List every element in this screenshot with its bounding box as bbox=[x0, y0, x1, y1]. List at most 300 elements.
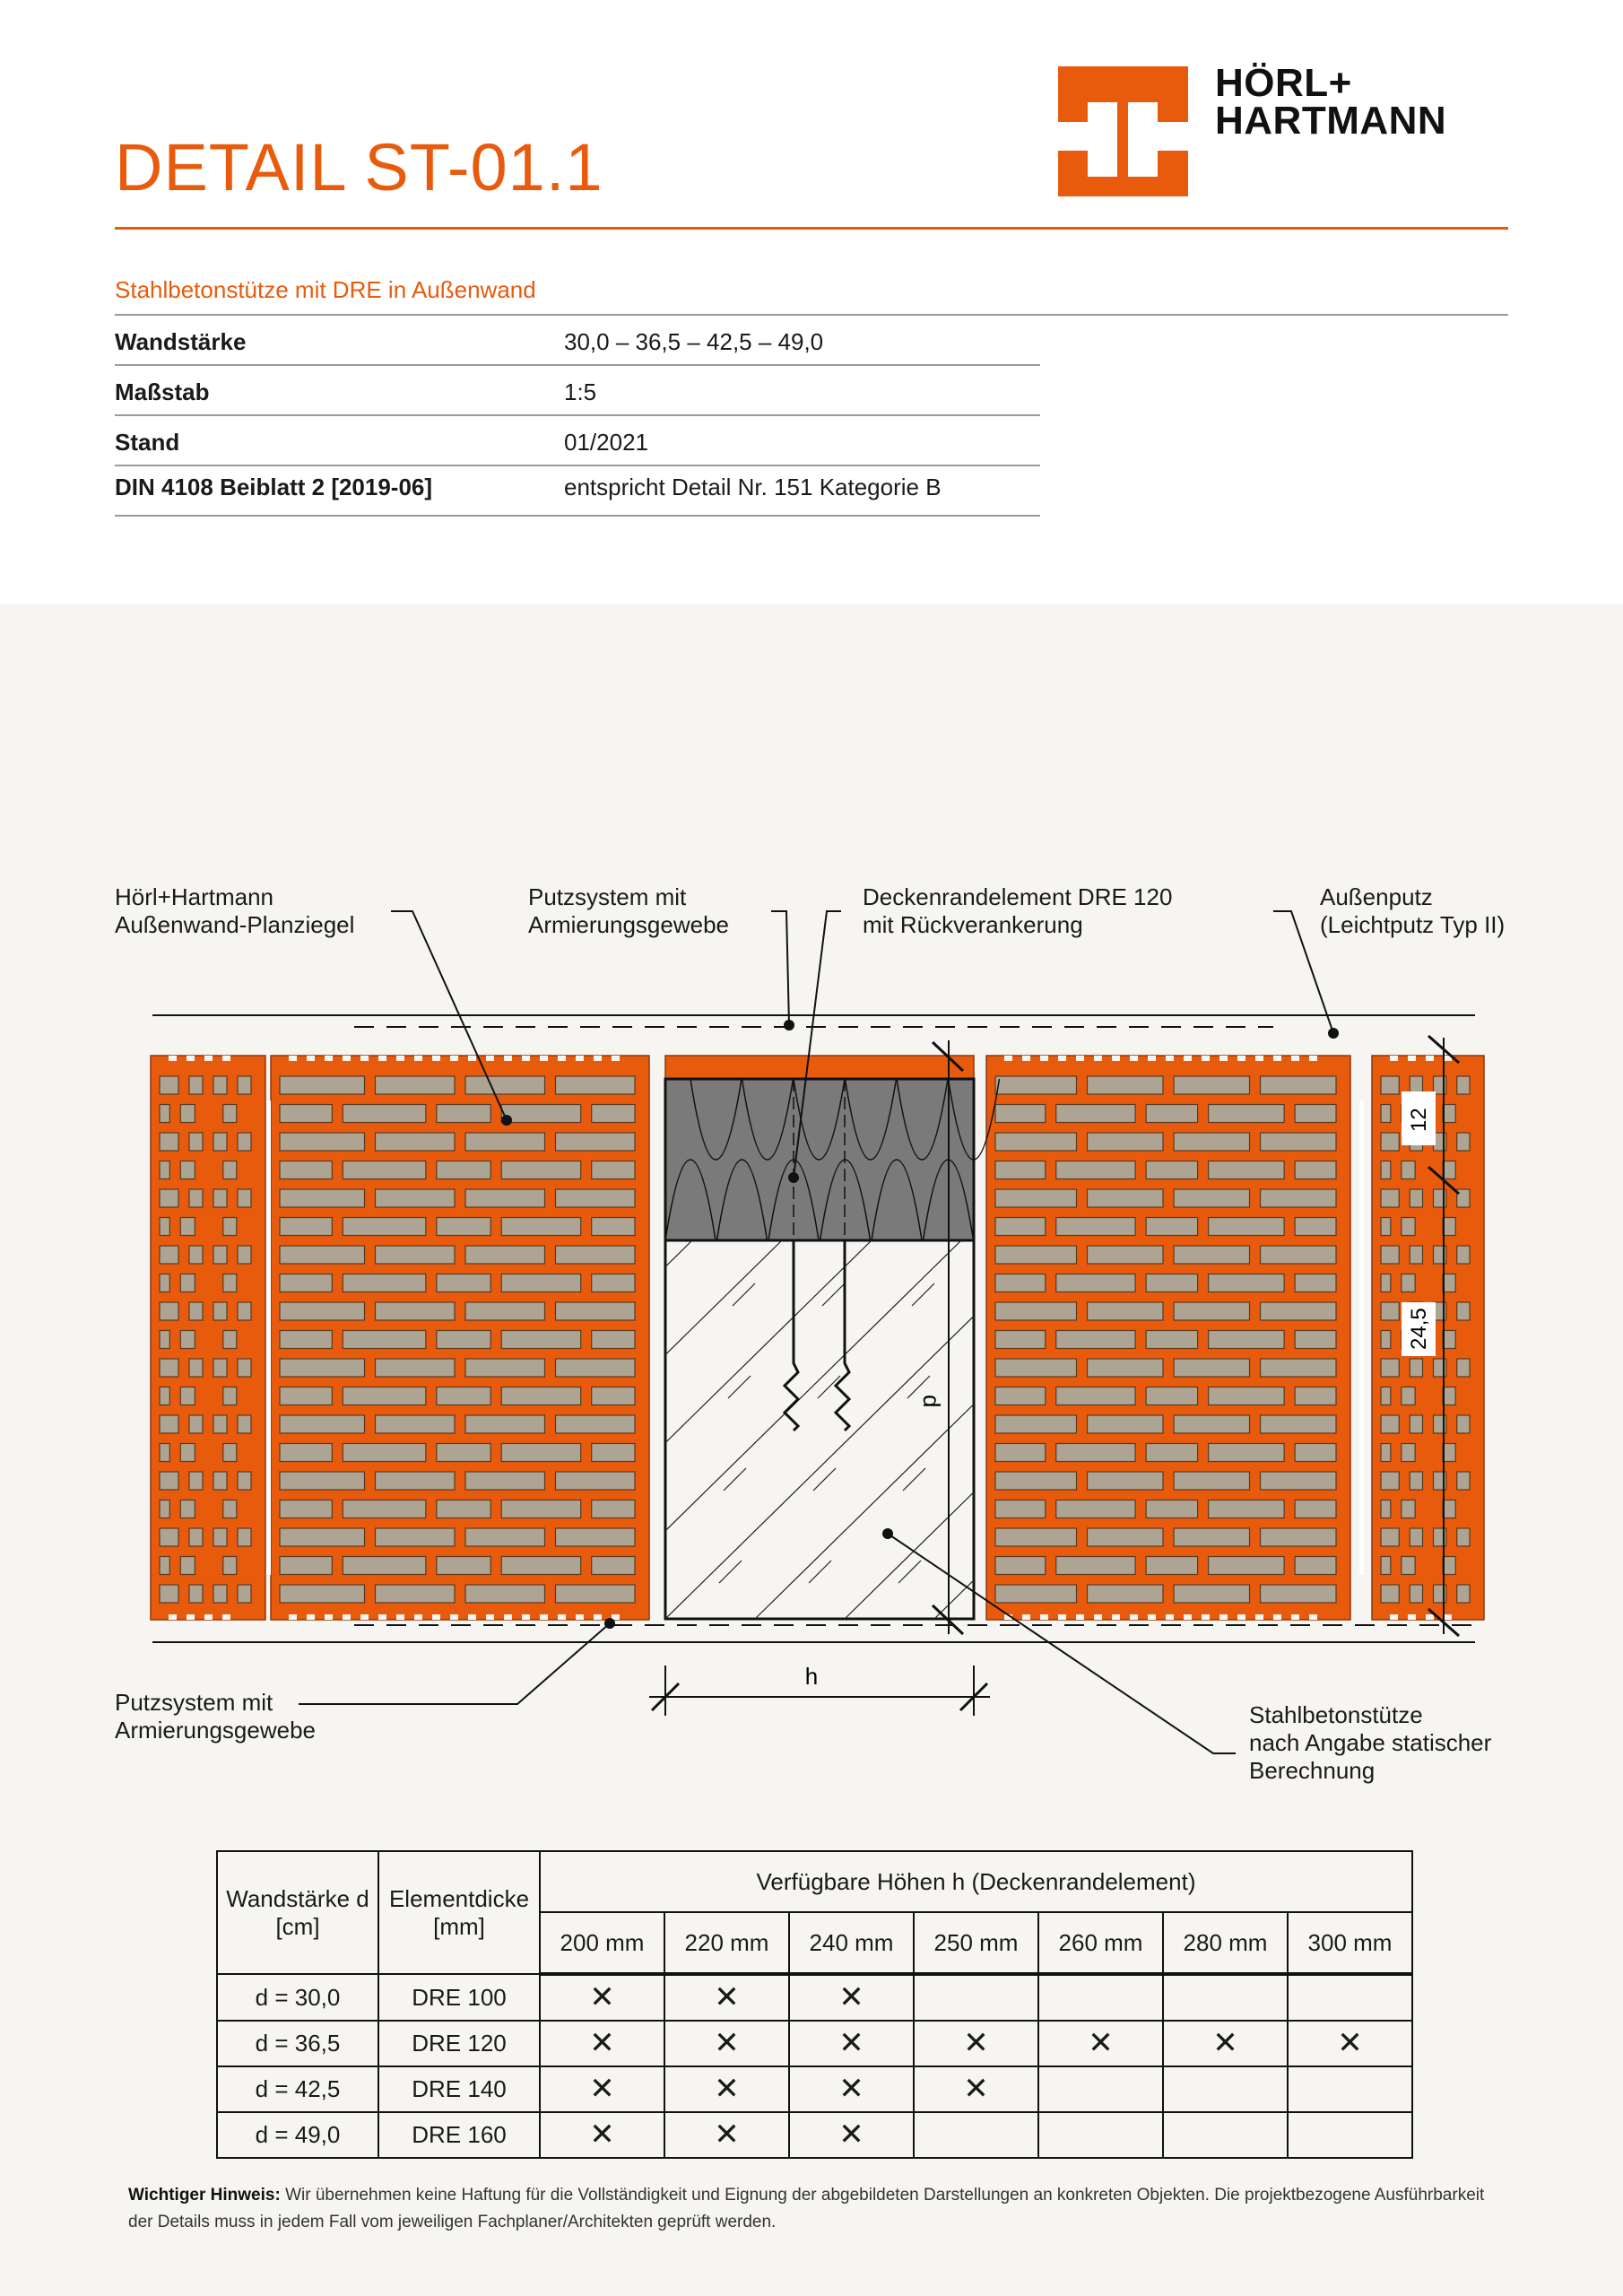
brick-tooth bbox=[1219, 1614, 1228, 1620]
brick-tooth bbox=[576, 1614, 584, 1620]
brick-void bbox=[376, 1585, 456, 1603]
brick-void bbox=[343, 1500, 426, 1518]
brick-void bbox=[1381, 1500, 1391, 1518]
brick-void bbox=[160, 1076, 178, 1094]
brick-void bbox=[556, 1472, 636, 1490]
header-height-1: 220 mm bbox=[664, 1912, 789, 1974]
brick-tooth bbox=[1255, 1614, 1263, 1620]
brand-line-2: HARTMANN bbox=[1215, 99, 1447, 143]
cell-availability bbox=[1163, 1974, 1288, 2021]
header-height-5: 280 mm bbox=[1163, 1912, 1288, 1974]
brick-void bbox=[280, 1387, 332, 1405]
brick-void bbox=[223, 1218, 237, 1236]
brick-tooth bbox=[1273, 1056, 1281, 1061]
brick-void bbox=[280, 1302, 365, 1320]
brick-void bbox=[180, 1444, 195, 1462]
cell-availability bbox=[1038, 2112, 1163, 2158]
table-body bbox=[217, 1974, 1412, 2158]
brick-void bbox=[1295, 1331, 1336, 1349]
concrete-body bbox=[665, 1240, 974, 1619]
meta-row-massstab bbox=[115, 366, 1040, 416]
brick-void bbox=[1174, 1585, 1250, 1603]
cell-availability bbox=[1288, 2112, 1412, 2158]
brick-void bbox=[995, 1133, 1077, 1151]
brick-void bbox=[437, 1274, 490, 1292]
brick-tooth bbox=[540, 1056, 548, 1061]
brick-void bbox=[376, 1528, 456, 1546]
brick-void bbox=[995, 1076, 1077, 1094]
cell-wandstaerke: d = 42,5 bbox=[217, 2066, 378, 2112]
brick-void bbox=[223, 1274, 237, 1292]
brick-void bbox=[1381, 1387, 1391, 1405]
brick-void bbox=[213, 1133, 227, 1151]
brick-void bbox=[180, 1218, 195, 1236]
brick-tooth bbox=[1444, 1614, 1452, 1620]
header-height-2: 240 mm bbox=[789, 1912, 914, 1974]
brick-tooth bbox=[432, 1056, 440, 1061]
brick-void bbox=[1443, 1557, 1455, 1575]
brick-void bbox=[1381, 1444, 1391, 1462]
brick-void bbox=[501, 1274, 581, 1292]
cell-availability bbox=[664, 2066, 789, 2112]
brick-void bbox=[160, 1105, 169, 1123]
meta-label: Maßstab bbox=[115, 378, 210, 405]
brick-void bbox=[1088, 1415, 1164, 1433]
brick-void bbox=[1088, 1302, 1164, 1320]
available-mark-icon: ✕ bbox=[589, 1980, 615, 2014]
brick-void bbox=[280, 1415, 365, 1433]
brick-tooth bbox=[360, 1614, 369, 1620]
meta-value: 1:5 bbox=[564, 378, 597, 405]
brick-void bbox=[280, 1218, 332, 1236]
brick-void bbox=[213, 1585, 227, 1603]
brick-void bbox=[501, 1387, 581, 1405]
cell-availability bbox=[1163, 2066, 1288, 2112]
cell-availability bbox=[1163, 2112, 1288, 2158]
cell-availability bbox=[1038, 2021, 1163, 2066]
meta-row-wandstaerke bbox=[115, 316, 1040, 366]
brick-void bbox=[437, 1161, 490, 1179]
cell-elementdicke: DRE 100 bbox=[378, 1974, 540, 2021]
brick-tooth bbox=[1408, 1614, 1416, 1620]
brick-tooth bbox=[378, 1614, 386, 1620]
brick-tooth bbox=[1076, 1056, 1084, 1061]
available-mark-icon: ✕ bbox=[963, 2026, 989, 2060]
brick-void bbox=[501, 1105, 581, 1123]
brick-tooth bbox=[468, 1614, 476, 1620]
brick-void bbox=[995, 1246, 1077, 1264]
brick-void bbox=[376, 1359, 456, 1377]
brick-void bbox=[1088, 1246, 1164, 1264]
brick-void bbox=[376, 1246, 456, 1264]
available-mark-icon: ✕ bbox=[1337, 2026, 1363, 2060]
brick-void bbox=[995, 1274, 1046, 1292]
brick-tooth bbox=[325, 1056, 333, 1061]
brick-void bbox=[280, 1472, 365, 1490]
brick-tooth bbox=[558, 1614, 566, 1620]
brick-void bbox=[501, 1444, 581, 1462]
table-row bbox=[217, 1974, 1412, 2021]
brick-void bbox=[160, 1500, 169, 1518]
brick-void bbox=[223, 1444, 237, 1462]
brick-tooth bbox=[396, 1614, 404, 1620]
header-verfuegbare-hoehen: Verfügbare Höhen h (Deckenrandelement) bbox=[540, 1851, 1412, 1912]
brick-void bbox=[1457, 1415, 1470, 1433]
brick-tooth bbox=[343, 1056, 351, 1061]
brick-void bbox=[1402, 1387, 1415, 1405]
label-deckenrandelement: Deckenrandelement DRE 120 mit Rückverankerung bbox=[863, 883, 1173, 938]
brick-void bbox=[280, 1359, 365, 1377]
brick-void bbox=[1295, 1105, 1336, 1123]
brick-void bbox=[1146, 1444, 1197, 1462]
brick-void bbox=[1410, 1472, 1422, 1490]
brick-void bbox=[376, 1133, 456, 1151]
brick-void bbox=[1088, 1133, 1164, 1151]
leader-dre-dot bbox=[788, 1172, 799, 1183]
brick-void bbox=[1174, 1076, 1250, 1094]
brick-void bbox=[995, 1387, 1046, 1405]
brick-void bbox=[1381, 1528, 1399, 1546]
brick-tooth bbox=[1058, 1614, 1066, 1620]
available-mark-icon: ✕ bbox=[589, 2026, 615, 2060]
brick-void bbox=[437, 1331, 490, 1349]
brick-void bbox=[1056, 1500, 1135, 1518]
leader-putz-bottom-dot bbox=[604, 1618, 615, 1629]
brick-tooth bbox=[1237, 1056, 1245, 1061]
brick-tooth bbox=[1273, 1614, 1281, 1620]
brick-void bbox=[592, 1161, 635, 1179]
brick-void bbox=[1457, 1585, 1470, 1603]
brick-void bbox=[160, 1557, 169, 1575]
brick-void bbox=[1443, 1105, 1455, 1123]
brick-void bbox=[376, 1076, 456, 1094]
brick-void bbox=[238, 1246, 251, 1264]
brick-void bbox=[213, 1189, 227, 1207]
brick-void bbox=[995, 1585, 1077, 1603]
brick-void bbox=[1261, 1076, 1337, 1094]
cell-availability bbox=[540, 2021, 664, 2066]
brick-void bbox=[1261, 1189, 1337, 1207]
brick-void bbox=[1381, 1105, 1391, 1123]
available-mark-icon: ✕ bbox=[589, 2072, 615, 2106]
brick-void bbox=[1209, 1387, 1285, 1405]
dimension-12-label: 12 bbox=[1407, 1108, 1431, 1132]
brick-void bbox=[465, 1359, 545, 1377]
brick-void bbox=[1381, 1218, 1391, 1236]
brick-void bbox=[556, 1585, 636, 1603]
brick-void bbox=[556, 1189, 636, 1207]
brick-tooth bbox=[1022, 1056, 1030, 1061]
brick-tooth bbox=[1184, 1614, 1192, 1620]
cell-availability bbox=[789, 1974, 914, 2021]
brick-wall-right-inner bbox=[986, 1056, 1350, 1620]
brick-void bbox=[280, 1585, 365, 1603]
brick-void bbox=[280, 1557, 332, 1575]
brick-void bbox=[501, 1331, 581, 1349]
brick-tooth bbox=[1094, 1614, 1102, 1620]
cell-availability bbox=[914, 2112, 1038, 2158]
header-height-3: 250 mm bbox=[914, 1912, 1038, 1974]
brick-wall-left-outer bbox=[151, 1056, 265, 1620]
brick-tooth bbox=[576, 1056, 584, 1061]
available-mark-icon: ✕ bbox=[589, 2118, 615, 2152]
brick-tooth bbox=[1390, 1614, 1398, 1620]
brick-void bbox=[160, 1585, 178, 1603]
brick-tooth bbox=[187, 1614, 195, 1620]
header-height-0: 200 mm bbox=[540, 1912, 664, 1974]
brick-void bbox=[1410, 1528, 1422, 1546]
brick-void bbox=[995, 1415, 1077, 1433]
brick-void bbox=[1146, 1105, 1197, 1123]
brick-void bbox=[1402, 1274, 1415, 1292]
brick-void bbox=[1402, 1500, 1415, 1518]
brick-void bbox=[1056, 1557, 1135, 1575]
brick-tooth bbox=[1004, 1056, 1012, 1061]
brick-void bbox=[213, 1415, 227, 1433]
brick-void bbox=[592, 1557, 635, 1575]
brick-void bbox=[465, 1415, 545, 1433]
brick-void bbox=[1295, 1557, 1336, 1575]
brick-void bbox=[1056, 1331, 1135, 1349]
brick-tooth bbox=[1202, 1056, 1210, 1061]
brick-void bbox=[280, 1528, 365, 1546]
brick-void bbox=[1381, 1076, 1399, 1094]
brick-void bbox=[1457, 1472, 1470, 1490]
brick-void bbox=[1209, 1105, 1285, 1123]
brick-void bbox=[1209, 1331, 1285, 1349]
brick-void bbox=[343, 1105, 426, 1123]
brick-tooth bbox=[1022, 1614, 1030, 1620]
brick-tooth bbox=[307, 1056, 315, 1061]
cell-elementdicke: DRE 120 bbox=[378, 2021, 540, 2066]
brick-tooth bbox=[204, 1614, 213, 1620]
brick-void bbox=[223, 1557, 237, 1575]
brick-tooth bbox=[307, 1614, 315, 1620]
brick-tooth bbox=[504, 1614, 512, 1620]
brick-void bbox=[1209, 1444, 1285, 1462]
brick-void bbox=[1402, 1161, 1415, 1179]
brick-void bbox=[160, 1274, 169, 1292]
brick-void bbox=[1146, 1500, 1197, 1518]
brick-void bbox=[995, 1331, 1046, 1349]
brick-void bbox=[556, 1246, 636, 1264]
brick-void bbox=[1381, 1302, 1399, 1320]
brick-void bbox=[1457, 1359, 1470, 1377]
cell-wandstaerke: d = 36,5 bbox=[217, 2021, 378, 2066]
brick-void bbox=[160, 1415, 178, 1433]
brick-void bbox=[1088, 1472, 1164, 1490]
brick-void bbox=[1209, 1500, 1285, 1518]
brick-void bbox=[592, 1444, 635, 1462]
meta-label: Stand bbox=[115, 429, 180, 456]
brick-tooth bbox=[343, 1614, 351, 1620]
brick-tooth bbox=[504, 1056, 512, 1061]
brick-tooth bbox=[1112, 1056, 1120, 1061]
brick-void bbox=[995, 1105, 1046, 1123]
cell-availability bbox=[789, 2021, 914, 2066]
available-mark-icon: ✕ bbox=[714, 2026, 740, 2060]
brick-void bbox=[160, 1331, 169, 1349]
brick-tooth bbox=[1130, 1056, 1138, 1061]
meta-label: DIN 4108 Beiblatt 2 [2019-06] bbox=[115, 474, 433, 500]
dimension-245-label: 24,5 bbox=[1407, 1308, 1431, 1350]
page-title: DETAIL ST-01.1 bbox=[115, 130, 603, 204]
brick-void bbox=[437, 1444, 490, 1462]
available-mark-icon: ✕ bbox=[963, 2072, 989, 2106]
brick-tooth bbox=[222, 1614, 230, 1620]
brick-void bbox=[1410, 1585, 1422, 1603]
brick-void bbox=[1146, 1274, 1197, 1292]
brick-void bbox=[1261, 1302, 1337, 1320]
brick-void bbox=[280, 1105, 332, 1123]
brick-void bbox=[280, 1189, 365, 1207]
brick-void bbox=[280, 1246, 365, 1264]
brick-void bbox=[238, 1472, 251, 1490]
leader-stuetze-dot bbox=[882, 1528, 893, 1539]
cell-availability bbox=[1288, 2066, 1412, 2112]
brick-void bbox=[1381, 1331, 1391, 1349]
available-mark-icon: ✕ bbox=[714, 2072, 740, 2106]
brick-void bbox=[556, 1359, 636, 1377]
brick-void bbox=[1146, 1557, 1197, 1575]
brick-tooth bbox=[1166, 1614, 1174, 1620]
brick-tooth bbox=[1291, 1614, 1299, 1620]
brick-void bbox=[1261, 1528, 1337, 1546]
brick-void bbox=[160, 1161, 169, 1179]
brick-tooth bbox=[540, 1614, 548, 1620]
brick-void bbox=[213, 1359, 227, 1377]
brick-void bbox=[238, 1076, 251, 1094]
brick-tooth bbox=[1309, 1614, 1317, 1620]
brick-tooth bbox=[378, 1056, 386, 1061]
brick-void bbox=[1381, 1274, 1391, 1292]
cell-availability bbox=[1163, 2021, 1288, 2066]
brick-tooth bbox=[612, 1056, 620, 1061]
brick-void bbox=[995, 1359, 1077, 1377]
brick-tooth bbox=[1040, 1614, 1048, 1620]
cell-availability bbox=[914, 2021, 1038, 2066]
brick-void bbox=[1381, 1472, 1399, 1490]
brick-void bbox=[1174, 1472, 1250, 1490]
brick-void bbox=[501, 1161, 581, 1179]
brick-tooth bbox=[1426, 1056, 1434, 1061]
brick-void bbox=[238, 1359, 251, 1377]
brick-void bbox=[213, 1076, 227, 1094]
brick-void bbox=[223, 1105, 237, 1123]
brick-tooth bbox=[289, 1614, 297, 1620]
brick-void bbox=[1056, 1105, 1135, 1123]
meta-label: Wandstärke bbox=[115, 328, 247, 355]
brand-wordmark bbox=[1215, 61, 1447, 143]
brick-tooth bbox=[169, 1614, 177, 1620]
brick-void bbox=[1402, 1557, 1415, 1575]
brick-void bbox=[995, 1472, 1077, 1490]
brick-void bbox=[1381, 1359, 1399, 1377]
leader-putz-bottom bbox=[299, 1623, 610, 1704]
brick-void bbox=[1443, 1218, 1455, 1236]
brick-void bbox=[1402, 1444, 1415, 1462]
brick-void bbox=[1088, 1528, 1164, 1546]
brick-void bbox=[189, 1246, 203, 1264]
brick-void bbox=[160, 1218, 169, 1236]
brick-void bbox=[1443, 1500, 1455, 1518]
available-mark-icon: ✕ bbox=[714, 2118, 740, 2152]
brick-void bbox=[1261, 1246, 1337, 1264]
brick-void bbox=[238, 1133, 251, 1151]
brick-void bbox=[465, 1133, 545, 1151]
brick-void bbox=[465, 1472, 545, 1490]
brick-void bbox=[343, 1218, 426, 1236]
brick-void bbox=[1174, 1302, 1250, 1320]
brick-void bbox=[189, 1359, 203, 1377]
brick-void bbox=[180, 1161, 195, 1179]
brick-void bbox=[995, 1218, 1046, 1236]
cell-availability bbox=[914, 2066, 1038, 2112]
brick-tooth bbox=[1390, 1056, 1398, 1061]
leader-putz-top bbox=[771, 911, 789, 1025]
brick-tooth bbox=[414, 1056, 422, 1061]
brick-void bbox=[343, 1274, 426, 1292]
brick-void bbox=[501, 1218, 581, 1236]
brick-void bbox=[1381, 1585, 1399, 1603]
brick-void bbox=[592, 1105, 635, 1123]
brick-void bbox=[189, 1302, 203, 1320]
brick-tooth bbox=[522, 1056, 530, 1061]
brick-void bbox=[1443, 1274, 1455, 1292]
table-row bbox=[217, 2112, 1412, 2158]
brick-void bbox=[1443, 1161, 1455, 1179]
brick-void bbox=[189, 1189, 203, 1207]
brick-tooth bbox=[1148, 1614, 1156, 1620]
brick-void bbox=[465, 1585, 545, 1603]
cell-availability bbox=[914, 1974, 1038, 2021]
brick-void bbox=[995, 1161, 1046, 1179]
brick-void bbox=[995, 1557, 1046, 1575]
brick-void bbox=[501, 1557, 581, 1575]
brick-void bbox=[343, 1331, 426, 1349]
brick-void bbox=[213, 1302, 227, 1320]
brick-void bbox=[238, 1528, 251, 1546]
brick-void bbox=[376, 1472, 456, 1490]
brick-tooth bbox=[450, 1614, 458, 1620]
mortar-joint bbox=[266, 1100, 271, 1575]
brick-void bbox=[280, 1274, 332, 1292]
brick-tooth bbox=[1130, 1614, 1138, 1620]
brick-void bbox=[1146, 1331, 1197, 1349]
brick-void bbox=[1056, 1161, 1135, 1179]
brick-tooth bbox=[1148, 1056, 1156, 1061]
brick-void bbox=[995, 1444, 1046, 1462]
brick-tooth bbox=[558, 1056, 566, 1061]
brick-void bbox=[556, 1528, 636, 1546]
brick-void bbox=[1457, 1133, 1470, 1151]
brick-void bbox=[1174, 1246, 1250, 1264]
cell-availability bbox=[1288, 2021, 1412, 2066]
brick-void bbox=[280, 1444, 332, 1462]
header-elementdicke: Elementdicke [mm] bbox=[378, 1851, 540, 1974]
brick-void bbox=[1381, 1161, 1391, 1179]
brick-void bbox=[160, 1302, 178, 1320]
cell-availability bbox=[1288, 1974, 1412, 2021]
brick-void bbox=[465, 1189, 545, 1207]
brick-void bbox=[280, 1500, 332, 1518]
brick-wall-left-inner bbox=[271, 1056, 649, 1620]
brick-void bbox=[1295, 1444, 1336, 1462]
brick-void bbox=[180, 1557, 195, 1575]
available-mark-icon: ✕ bbox=[838, 2026, 864, 2060]
brick-void bbox=[238, 1415, 251, 1433]
brick-void bbox=[376, 1302, 456, 1320]
